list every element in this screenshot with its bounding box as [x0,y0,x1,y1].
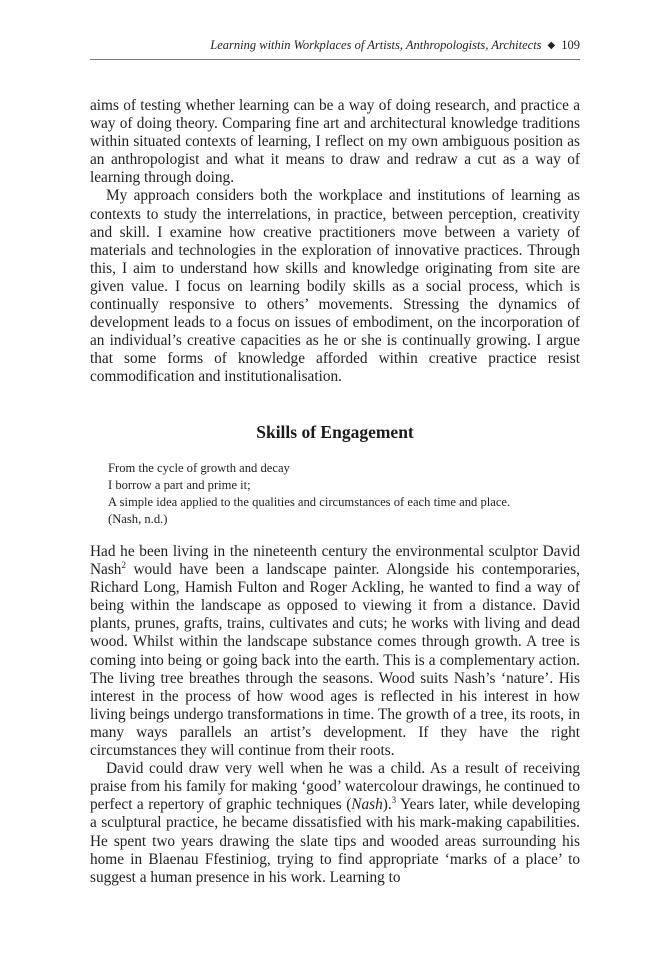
text-run: Years later, while developing a sculptural practice, he became dissatisfied with his mark-making capabilities. He spent two years drawing the slate tips and wooded areas surrounding his home in Blaenau Ffestiniog, trying to find appropriate ‘marks of a place’ to suggest a human presence in his work. Learning to [90,796,580,886]
body-block-skills [90,543,580,887]
paragraph [90,543,580,760]
epigraph-line: I borrow a part and prime it; [108,478,251,492]
running-title: Learning within Workplaces of Artists, Anthropologists, Architects [210,38,542,52]
text-run: would have been a landscape painter. Alongside his contemporaries, Richard Long, Hamish Fulton and Roger Ackling, he wanted to find a way of being within the landscape as opposed to viewing it from a distance. David plants, prunes, grafts, trains, cultivates and cuts; he works with living and dead wood. Whilst within the landscape substance comes through growth. A tree is coming into being or going back into the earth. This is a complementary action. The living tree breathes through the seasons. Wood suits Nash’s ‘nature’. His interest in the process of how wood ages is reflected in his interest in how living beings undergo transformations in time. The growth of a tree, its roots, in many ways parallels an artist’s development. If they have the right circumstances they will continue from their roots. [90,561,580,760]
page-number: 109 [561,38,580,52]
italic-title: Nash [351,796,383,814]
text-run: ). [382,796,392,814]
text-run: David could draw very well when he was a child. As a result of receiving praise from his family for making ‘good’ watercolour drawings, he continued to perfect a repertory of graphic techniques ( [90,760,580,814]
paragraph: aims of testing whether learning can be a way of doing research, and practice a way of doing theory. Comparing fine art and architectural knowledge traditions within situated contexts of learning, I reflect on my own ambiguous position as an anthropologist and what it means to draw and redraw a cut as a way of learning through doing. [90,97,580,187]
epigraph-attribution: (Nash, n.d.) [108,512,168,526]
footnote-marker: 2 [121,560,126,570]
running-header [90,38,580,53]
text-run: Had he been living in the nineteenth century the environmental sculptor David Nash [90,543,580,579]
paragraph [90,760,580,887]
epigraph-line: A simple idea applied to the qualities and circumstances of each time and place. [108,495,511,509]
section-heading: Skills of Engagement [256,422,414,442]
footnote-marker: 3 [391,795,397,806]
epigraph-line: From the cycle of growth and decay [108,461,290,475]
body-block-intro [90,97,580,387]
paragraph: My approach considers both the workplace and institutions of learning as contexts to study the interrelations, in practice, between perception, creativity and skill. I examine how creative practitioners move between a variety of materials and technologies in the exploration of innovative practices. Through this, I aim to understand how skills and knowledge originating from site are given value. I focus on learning bodily skills as a social process, which is continually responsive to others’ movements. Stressing the dynamics of development leads to a focus on issues of embodiment, on the incorporation of an individual’s creative capacities as he or she is continually growing. I argue that some forms of knowledge afforded within creative practice resist commodification and institutionalisation. [90,187,580,386]
epigraph [108,460,583,528]
header-rule [90,59,580,60]
diamond-separator-icon: ◆ [547,40,556,51]
